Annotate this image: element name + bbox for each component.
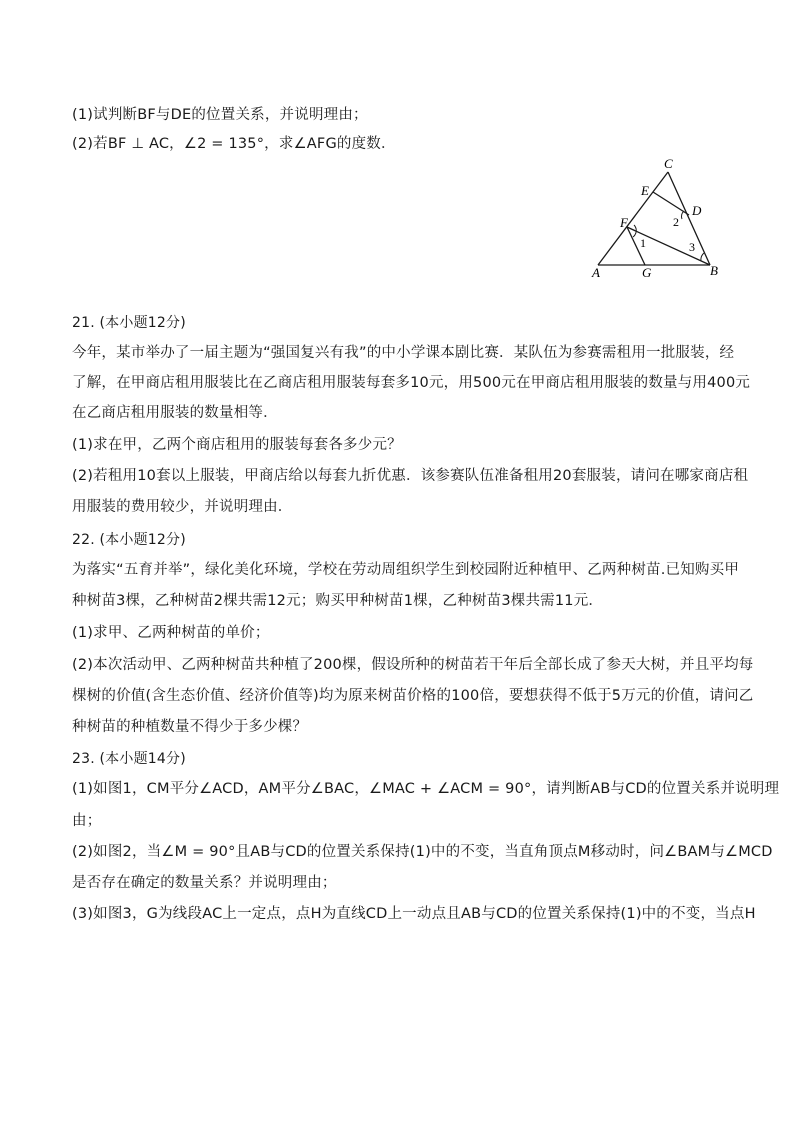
- angle-label-2: 2: [673, 215, 679, 229]
- label-g: G: [642, 265, 652, 280]
- label-a: A: [592, 265, 600, 280]
- label-d: D: [692, 203, 702, 218]
- q22-text-2: 种树苗3棵，乙种树苗2棵共需12元；购买甲种树苗1棵，乙种树苗3棵共需11元．: [72, 593, 604, 609]
- angle-label-1: 1: [640, 236, 646, 250]
- q20-part1: (1)试判断BF与DE的位置关系，并说明理由；: [72, 107, 368, 123]
- q22-header: 22. (本小题12分): [72, 532, 186, 548]
- q21-part1: (1)求在甲，乙两个商店租用的服装每套各多少元？: [72, 437, 402, 453]
- q23-header: 23. (本小题14分): [72, 751, 186, 767]
- q21-header: 21. (本小题12分): [72, 315, 186, 331]
- label-e: E: [641, 183, 649, 198]
- q22-text-1: 为落实“五育并举”，绿化美化环境，学校在劳动周组织学生到校园附近种植甲、乙两种树苗.已知购买甲: [72, 562, 740, 578]
- triangle-figure: [585, 155, 725, 280]
- q23-part2-b: 是否存在确定的数量关系？并说明理由；: [72, 875, 337, 891]
- q23-part1-a: (1)如图1，CM平分∠ACD，AM平分∠BAC，∠MAC + ∠ACM = 90°，请判断AB与CD的位置关系并说明理: [72, 781, 780, 797]
- q23-part1-b: 由；: [72, 813, 102, 829]
- q21-part2-b: 用服装的费用较少，并说明理由．: [72, 499, 293, 515]
- q22-part2-a: (2)本次活动甲、乙两种树苗共种植了200棵，假设所种的树苗若干年后全部长成了参天大树，并且平均每: [72, 657, 754, 673]
- angle-label-3: 3: [689, 240, 695, 254]
- q22-part1: (1)求甲、乙两种树苗的单价；: [72, 625, 270, 641]
- angle-arc-3: [701, 253, 704, 261]
- label-c: C: [664, 156, 673, 171]
- q22-part2-b: 棵树的价值(含生态价值、经济价值等)均为原来树苗价格的100倍，要想获得不低于5万元的价值，请问乙: [72, 688, 754, 704]
- q21-text-1: 今年，某市举办了一届主题为“强国复兴有我”的中小学课本剧比赛．某队伍为参赛需租用一批服装，经: [72, 345, 735, 361]
- q21-text-3: 在乙商店租用服装的数量相等．: [72, 405, 278, 421]
- q21-text-2: 了解，在甲商店租用服装比在乙商店租用服装每套多10元，用500元在甲商店租用服装的数量与用400元: [72, 375, 751, 391]
- q21-part2-a: (2)若租用10套以上服装，甲商店给以每套九折优惠．该参赛队伍准备租用20套服装，请问在哪家商店租: [72, 468, 749, 484]
- q20-part2: (2)若BF ⊥ AC，∠2 = 135°，求∠AFG的度数．: [72, 136, 396, 152]
- q22-part2-c: 种树苗的种植数量不得少于多少棵？: [72, 719, 308, 735]
- q23-part2-a: (2)如图2，当∠M = 90°且AB与CD的位置关系保持(1)中的不变，当直角顶点M移动时，问∠BAM与∠MCD: [72, 844, 773, 860]
- q23-part3-a: (3)如图3，G为线段AC上一定点，点H为直线CD上一动点且AB与CD的位置关系保持(1)中的不变，当点H: [72, 906, 756, 922]
- segment-ac: [598, 172, 668, 265]
- label-b: B: [710, 263, 718, 278]
- label-f: F: [620, 215, 628, 230]
